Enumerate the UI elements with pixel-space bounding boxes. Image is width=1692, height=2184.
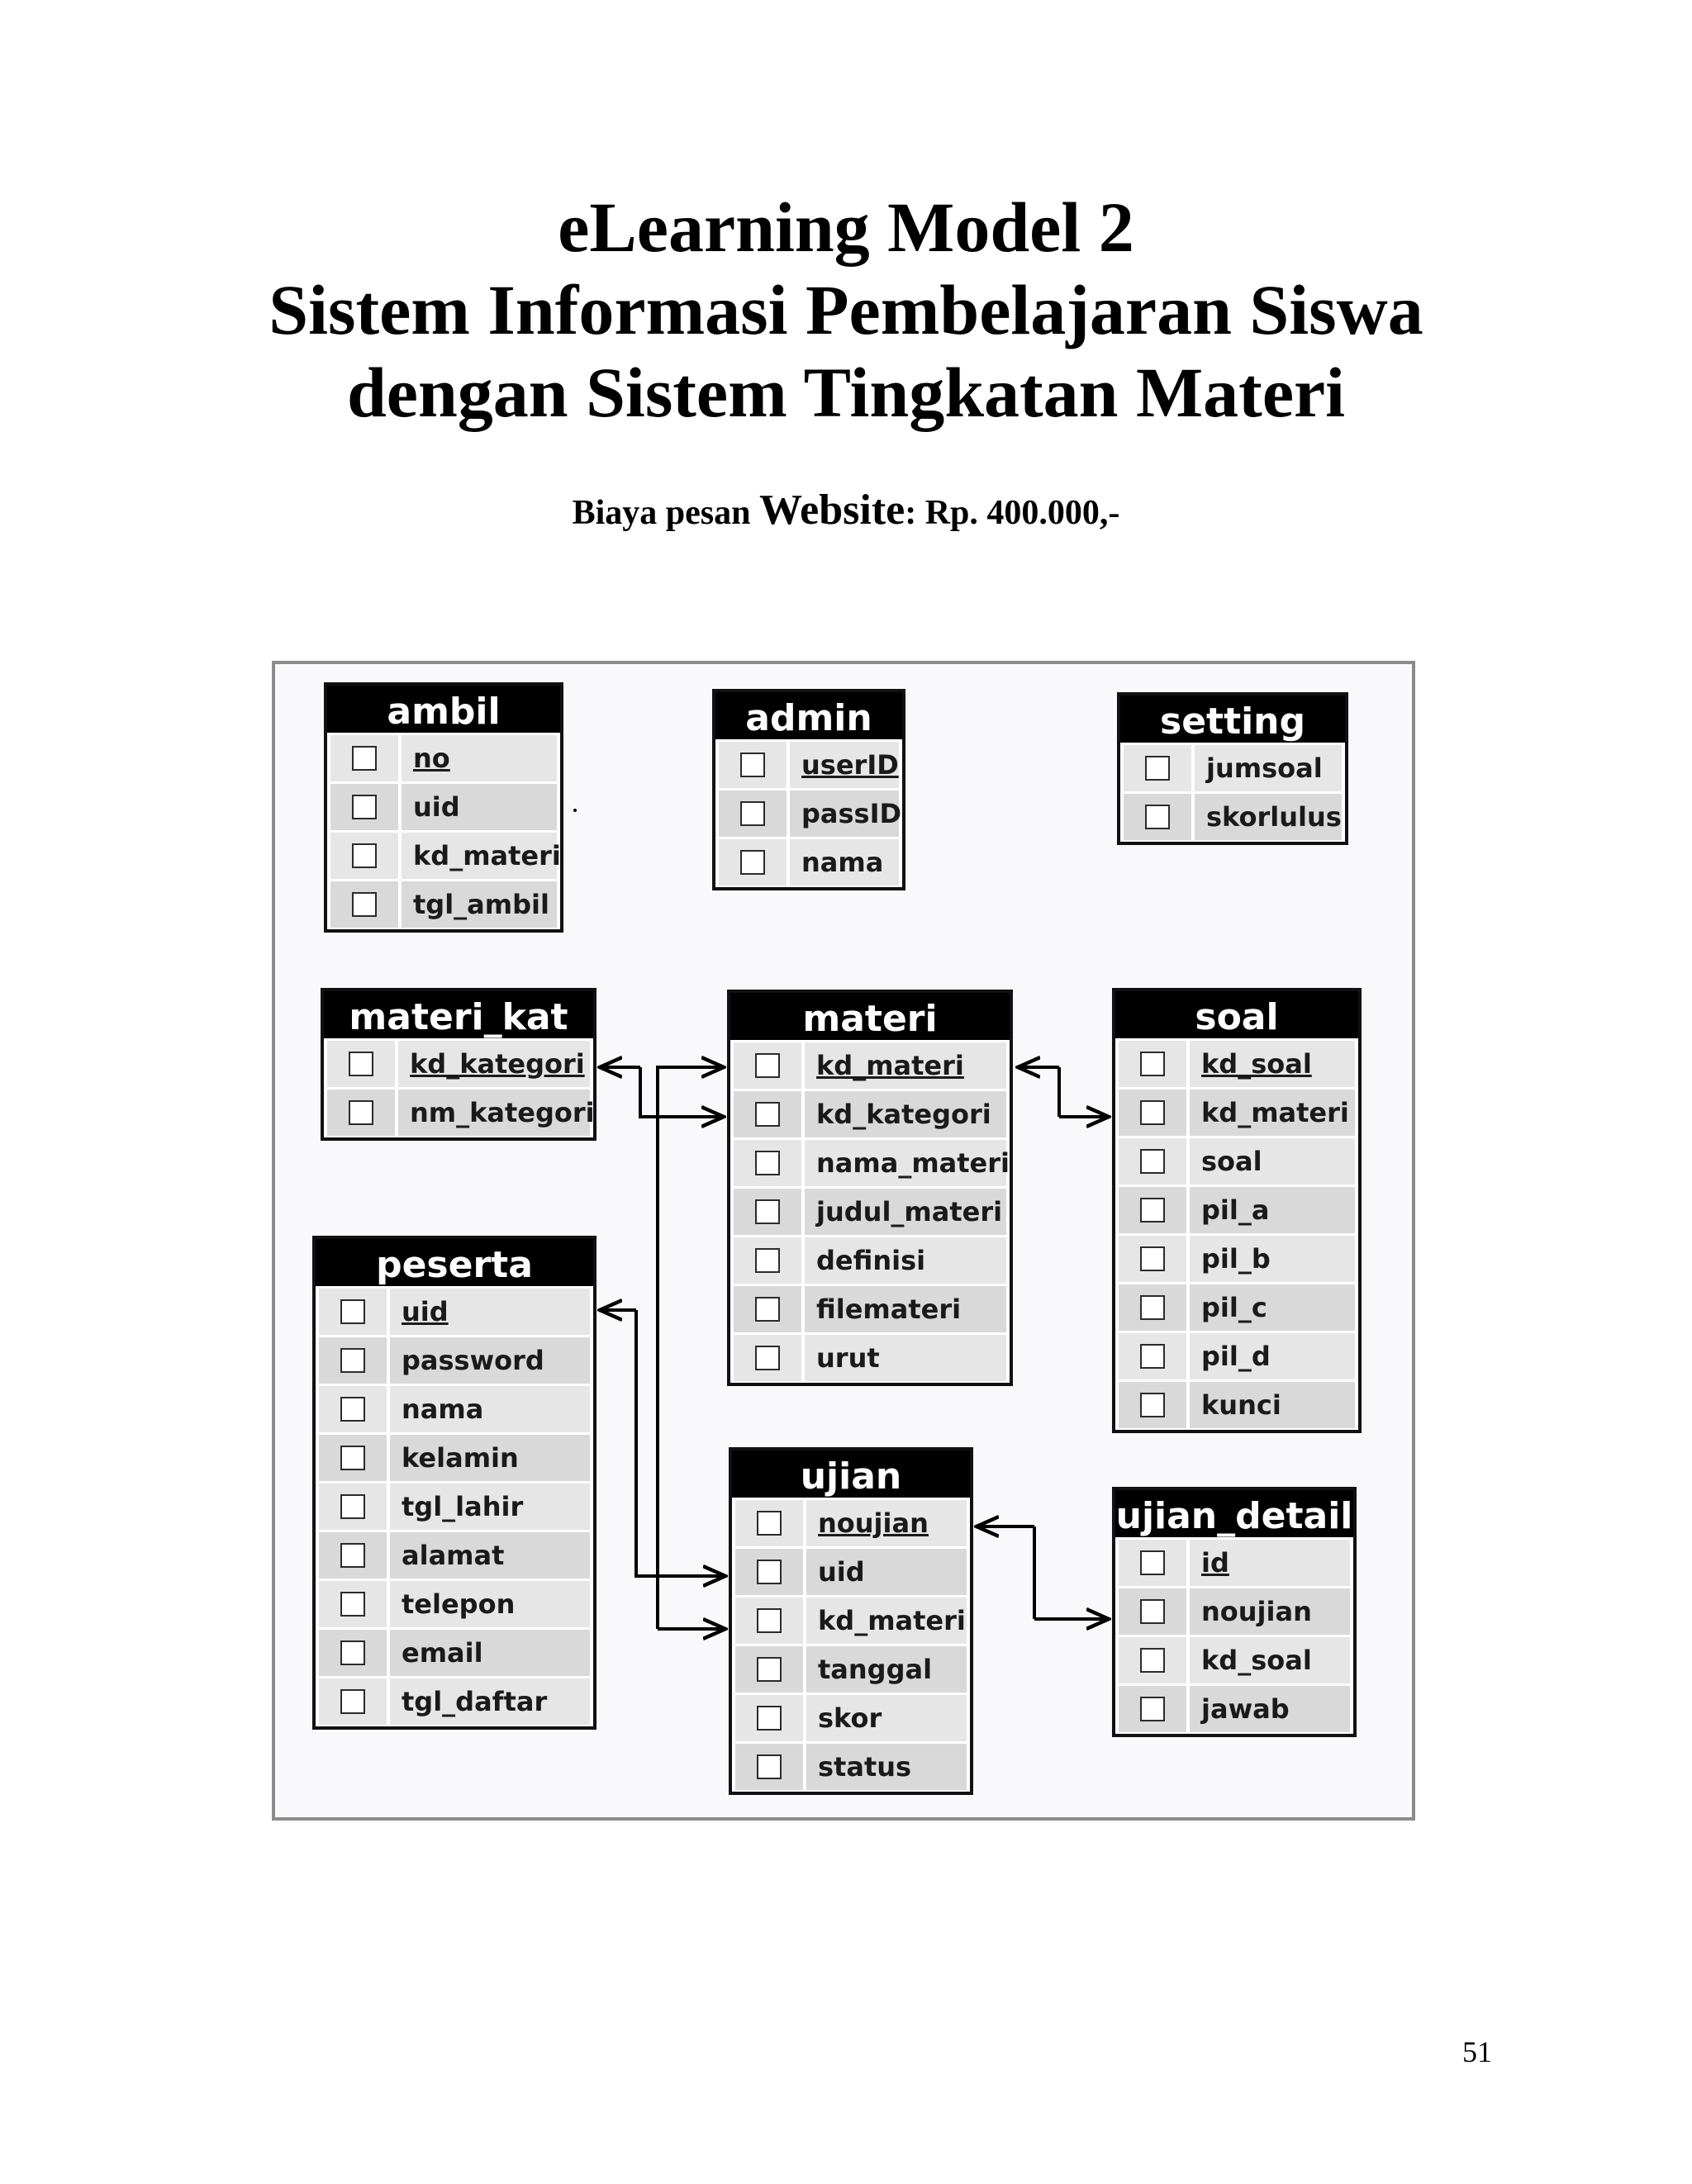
field-name: uid	[818, 1556, 865, 1588]
stray-dot	[573, 809, 577, 812]
field-name: kd_materi	[413, 840, 561, 871]
field-name: pil_a	[1201, 1194, 1270, 1226]
field-name: id	[1201, 1547, 1229, 1579]
field-name: urut	[816, 1342, 880, 1374]
table-header: ujian_detail	[1115, 1490, 1353, 1537]
field-name: pil_b	[1201, 1243, 1271, 1275]
table-header: soal	[1115, 991, 1358, 1038]
table-header: peserta	[316, 1239, 593, 1286]
field-name: email	[402, 1637, 483, 1669]
price-prefix: Biaya pesan	[572, 494, 751, 532]
field-name: nama_materi	[816, 1147, 1010, 1179]
field-name: definisi	[816, 1245, 926, 1276]
field-name: noujian	[1201, 1596, 1312, 1627]
field-name: jumsoal	[1206, 753, 1323, 784]
field-name: kd_kategori	[410, 1048, 585, 1080]
table-header: admin	[715, 692, 902, 739]
field-name: tgl_lahir	[402, 1491, 524, 1522]
field-name: alamat	[402, 1540, 505, 1571]
rel-kategori-trunk	[640, 1067, 658, 1117]
field-name: uid	[413, 791, 460, 823]
field-name: kelamin	[402, 1442, 519, 1474]
field-name: kd_soal	[1201, 1048, 1312, 1080]
field-name: noujian	[818, 1507, 929, 1539]
field-name: filemateri	[816, 1294, 962, 1325]
field-name: telepon	[402, 1588, 516, 1620]
field-name: soal	[1201, 1146, 1262, 1177]
page-number: 51	[1462, 2035, 1492, 2068]
title-line-2: Sistem Informasi Pembelajaran Siswa	[269, 270, 1423, 349]
field-name: kd_materi	[816, 1050, 964, 1081]
field-name: nama	[801, 847, 884, 878]
field-name: kd_kategori	[816, 1099, 991, 1130]
field-name: tgl_ambil	[413, 889, 549, 920]
field-name: userID	[801, 749, 899, 781]
table-header: materi_kat	[324, 991, 593, 1038]
table-header: setting	[1120, 696, 1345, 743]
field-name: tgl_daftar	[402, 1686, 548, 1717]
price-suffix: : Rp. 400.000,-	[905, 494, 1120, 532]
field-name: pil_d	[1201, 1341, 1271, 1372]
field-name: passID	[801, 798, 902, 829]
field-name: kunci	[1201, 1389, 1281, 1421]
rel-peserta-trunk	[636, 1310, 658, 1576]
field-name: jawab	[1201, 1693, 1290, 1725]
field-name: skorlulus	[1206, 801, 1342, 833]
field-name: kd_materi	[1201, 1097, 1349, 1128]
field-name: pil_c	[1201, 1292, 1267, 1323]
field-name: no	[413, 743, 450, 774]
price-emphasis: Website	[759, 487, 905, 534]
title-line-3: dengan Sistem Tingkatan Materi	[346, 353, 1346, 432]
field-name: kd_materi	[818, 1605, 966, 1636]
field-name: nm_kategori	[410, 1097, 595, 1128]
field-name: password	[402, 1345, 544, 1376]
field-name: kd_soal	[1201, 1645, 1312, 1676]
title-line-1: eLearning Model 2	[558, 188, 1134, 267]
table-header: ujian	[732, 1450, 970, 1498]
field-name: uid	[402, 1296, 449, 1327]
field-name: status	[818, 1751, 912, 1783]
table-header: materi	[730, 993, 1010, 1040]
field-name: nama	[402, 1393, 484, 1425]
field-name: judul_materi	[816, 1196, 1003, 1227]
rel-kategori-to-kdmateri	[658, 1067, 724, 1117]
field-name: skor	[818, 1702, 882, 1734]
field-name: tanggal	[818, 1654, 933, 1685]
table-header: ambil	[327, 686, 560, 733]
